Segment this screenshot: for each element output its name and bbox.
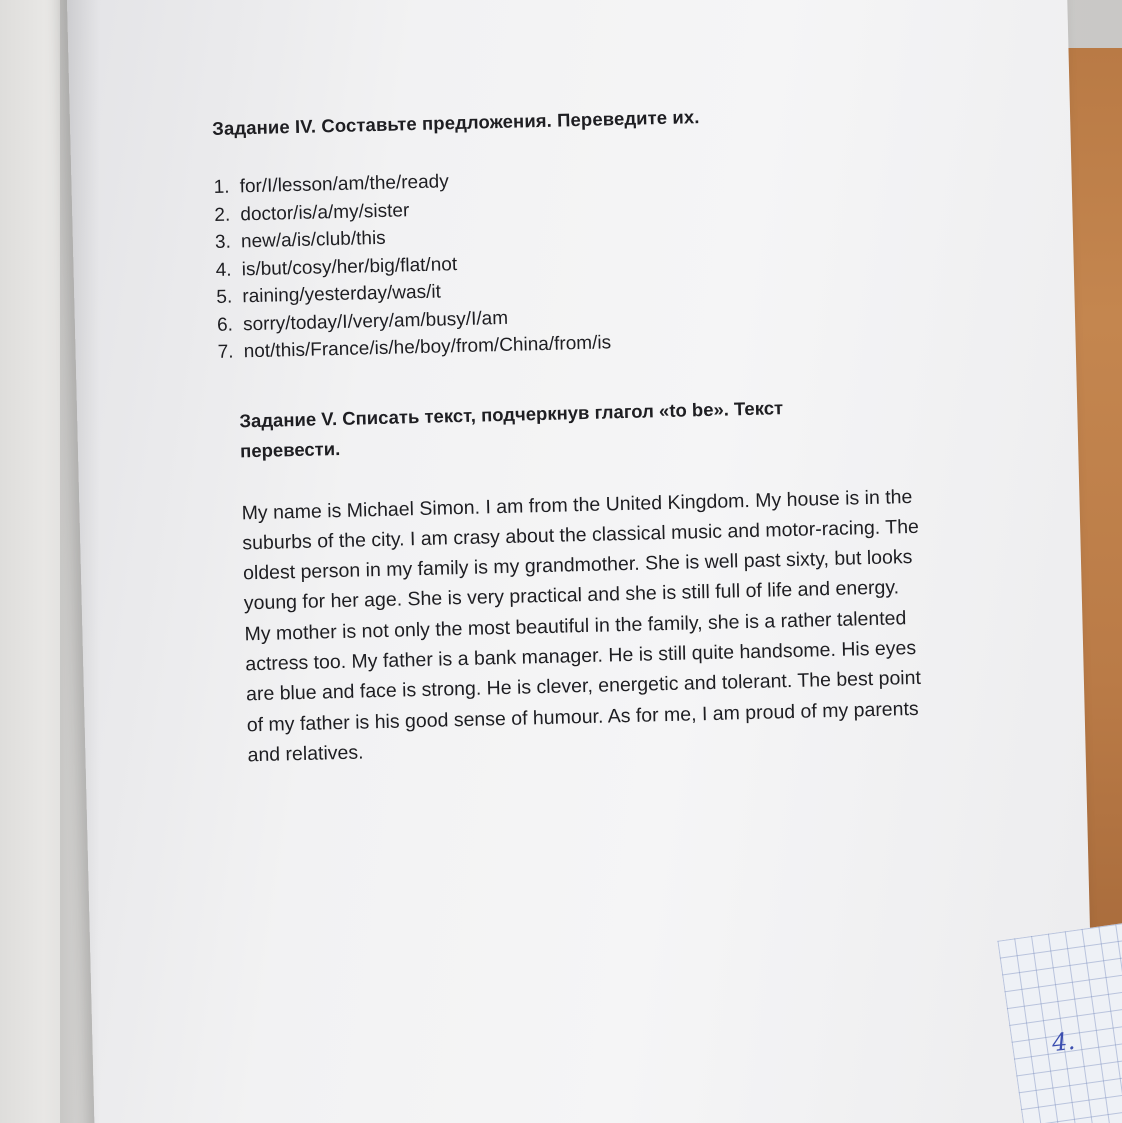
- list-item: 7. not/this/France/is/he/boy/from/China/from/is: [217, 332, 612, 363]
- task4-heading: Задание IV. Составьте предложения. Переведите их.: [212, 106, 700, 139]
- list-item: 6. sorry/today/I/very/am/busy/I/am: [216, 307, 509, 336]
- list-item: 5. raining/yesterday/was/it: [216, 281, 442, 308]
- task5-text: My name is Michael Simon. I am from the United Kingdom. My house is in the suburbs of the city. I am crasy about the classical music and motor-racing. The oldest person in my family is my grandmother. She is well past sixty, but looks young for her age. She is very practical and she is still full of life and energy. My mother is not only the most beautiful in the family, she is a rather talented actress too. My father is a bank manager. He is still quite handsome. His eyes are blue and face is strong. He is clever, energetic and tolerant. The best point of my father is his good sense of humour. As for me, I am proud of my parents and relatives.: [241, 485, 922, 767]
- notebook-mark: 4.: [1050, 1026, 1077, 1058]
- task4-list: [213, 157, 917, 367]
- task5-heading: Задание V. Списать текст, подчеркнув глагол «to be». Текст перевести.: [239, 396, 784, 461]
- sheet-edge-shadow: [60, 0, 100, 1123]
- list-item: 2. doctor/is/a/my/sister: [214, 199, 410, 226]
- list-item: 1. for/I/lesson/am/the/ready: [213, 171, 449, 198]
- list-item: 3. new/a/is/club/this: [214, 227, 386, 253]
- worksheet-content: [212, 101, 928, 771]
- list-item: 4. is/but/cosy/her/big/flat/not: [215, 253, 458, 281]
